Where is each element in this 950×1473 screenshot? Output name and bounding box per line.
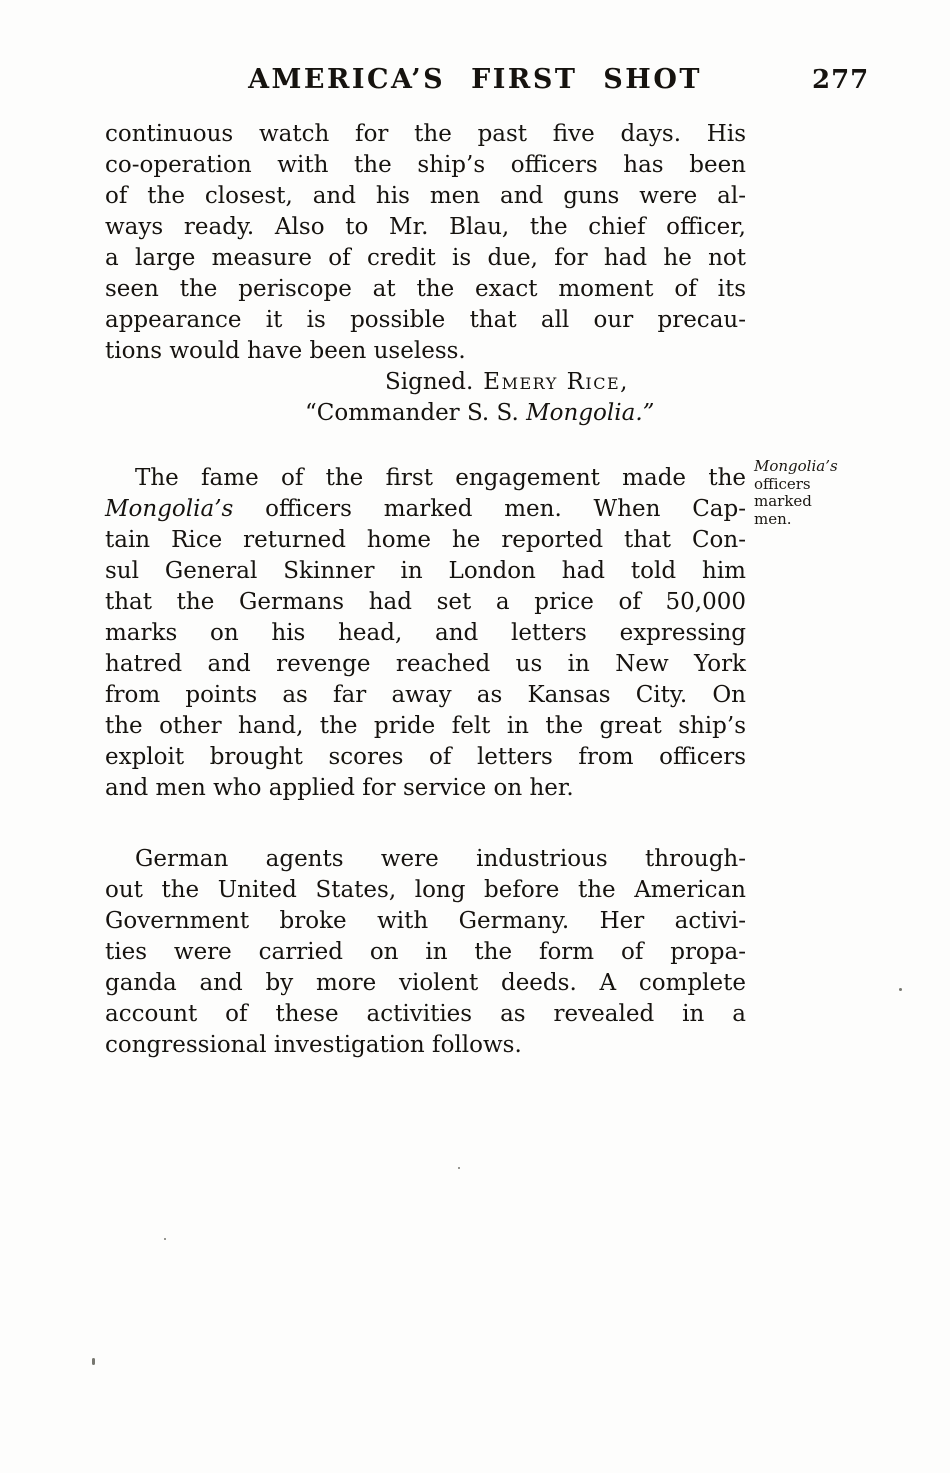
text-line: tain Rice returned home he reported that Con-: [105, 527, 746, 553]
paragraph-continuation: [105, 119, 746, 367]
text-line: ties were carried on in the form of propa-: [105, 939, 746, 965]
margin-note-line: marked: [754, 492, 812, 510]
commander-label: “Commander S. S.: [305, 400, 527, 426]
text-line: and men who applied for service on her.: [105, 775, 574, 801]
text-line: the other hand, the pride felt in the great ship’s: [105, 713, 746, 739]
text-line: ganda and by more violent deeds. A complete: [105, 970, 746, 996]
scan-artifact: [164, 1238, 166, 1240]
text-line: German agents were industrious through-: [135, 846, 746, 872]
scan-artifact: [899, 988, 902, 991]
ship-name: Mongolia’s: [105, 496, 234, 522]
text-line: ways ready. Also to Mr. Blau, the chief officer,: [105, 214, 746, 240]
margin-note-line: men.: [754, 509, 792, 528]
paragraph-german-agents: [105, 844, 746, 1061]
scan-artifact: [458, 1167, 460, 1169]
text-line: exploit brought scores of letters from officers: [105, 744, 746, 770]
text-line: The fame of the first engagement made the: [135, 465, 746, 491]
text-line: tions would have been useless.: [105, 338, 466, 364]
margin-note-line: officers: [754, 474, 811, 493]
text-line: continuous watch for the past five days. His: [105, 121, 746, 147]
text-line: out the United States, long before the American: [105, 877, 746, 903]
text-line: sul General Skinner in London had told him: [105, 558, 746, 584]
text-line: from points as far away as Kansas City. On: [105, 682, 746, 708]
text-line: [105, 494, 746, 525]
margin-note: [754, 458, 924, 528]
text-line: that the Germans had set a price of 50,000: [105, 589, 746, 615]
ship-name: Mongolia.”: [526, 400, 655, 426]
margin-note-ship: Mongolia’s: [754, 457, 838, 475]
signature-line: [105, 367, 746, 398]
text-column: [105, 119, 746, 1061]
page-title: AMERICA’S FIRST SHOT: [248, 64, 702, 95]
paragraph-fame: [105, 463, 746, 804]
text-line: marks on his head, and letters expressing: [105, 620, 746, 646]
text-line: co-operation with the ship’s officers has been: [105, 152, 746, 178]
text-line: a large measure of credit is due, for had he not: [105, 245, 746, 271]
text-line: hatred and revenge reached us in New York: [105, 651, 746, 677]
signature-name: Emery Rice,: [483, 369, 629, 395]
text-line: seen the periscope at the exact moment of its: [105, 276, 746, 302]
scan-artifact: [92, 1358, 95, 1365]
signature-ship-line: [105, 398, 746, 429]
text-line: Government broke with Germany. Her activi-: [105, 908, 746, 934]
text-line: appearance it is possible that all our precau-: [105, 307, 746, 333]
signed-label: Signed.: [385, 369, 474, 395]
text-line: of the closest, and his men and guns were al-: [105, 183, 746, 209]
page-number: 277: [812, 65, 870, 95]
text-line: account of these activities as revealed in a: [105, 1001, 746, 1027]
text-segment: officers marked men. When Cap-: [233, 496, 746, 522]
text-line: congressional investigation follows.: [105, 1032, 522, 1058]
